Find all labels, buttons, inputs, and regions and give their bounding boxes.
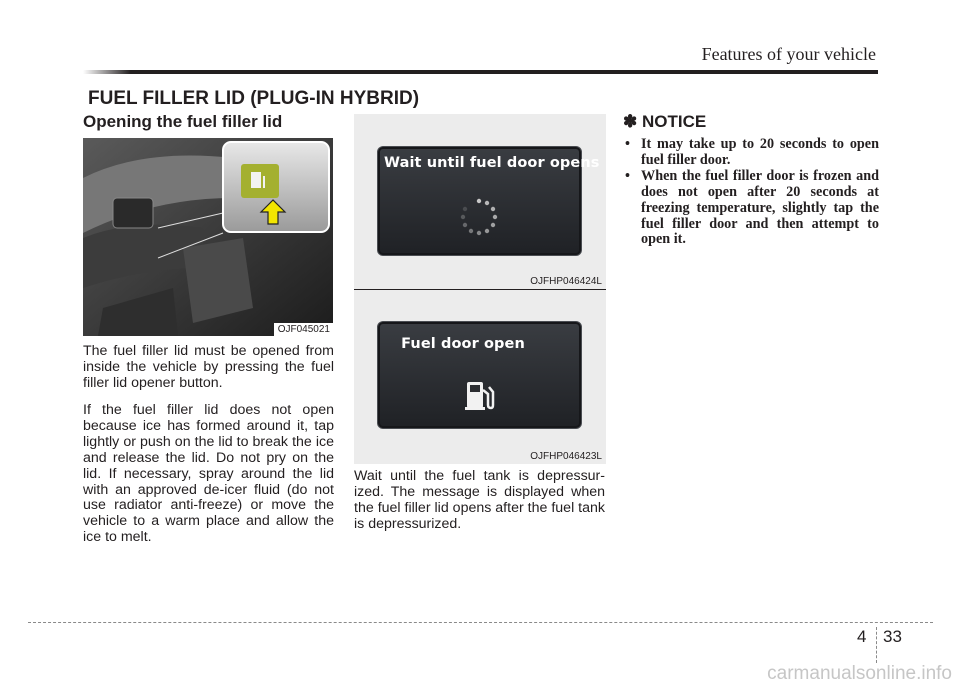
dashboard-illustration [83, 138, 333, 336]
loading-spinner-icon [459, 197, 499, 237]
notice-item [623, 137, 879, 169]
cluster-screen [377, 146, 600, 256]
paragraph-depressurize: Wait until the fuel tank is depressur-ized. The message is displayed when the fuel filler lid opens after the fuel tank is depressurized. [354, 468, 605, 532]
notice-symbol-icon: ✽ [623, 112, 638, 131]
page-number: 33 [883, 627, 902, 646]
paragraph-opening: The fuel filler lid must be opened from inside the vehicle by pressing the fuel filler lid opener button. [83, 343, 334, 391]
screen-message: Fuel door open [401, 336, 525, 352]
cluster-screen [377, 321, 582, 429]
footer-divider [876, 627, 877, 663]
header-rule [83, 70, 878, 74]
cluster-display-open [354, 290, 606, 464]
section-title: FUEL FILLER LID (PLUG-IN HYBRID) [88, 88, 420, 109]
subsection-title: Opening the fuel filler lid [83, 112, 283, 131]
bullet-icon: • [625, 136, 630, 152]
notice-item-text: When the fuel filler door is frozen and does not open after 20 seconds at freezing temperature, slightly tap the fuel filler door and then attempt to open it. [641, 167, 879, 248]
bullet-icon: • [625, 167, 630, 184]
footer-rule [28, 622, 933, 623]
paragraph-ice: If the fuel filler lid does not open because ice has formed around it, tap lightly or push on the lid to break the ice and release the lid. Do not pry on the lid. If necessary, spray around the lid with an approved de-icer fluid (do not use radiator anti-freeze) or move the vehicle to a warm place and allow the ice to melt. [83, 402, 334, 546]
watermark: carmanualsonline.info [767, 663, 952, 684]
image-code: OJFHP046423L [530, 451, 602, 462]
fuel-pump-icon [463, 378, 497, 412]
notice-title: NOTICE [641, 112, 707, 131]
cluster-display-waiting [354, 114, 606, 289]
notice-item-text: It may take up to 20 seconds to open fuel filler door. [641, 136, 879, 168]
running-header: Features of your vehicle [701, 44, 876, 64]
notice-item [623, 169, 879, 249]
image-code: OJFHP046424L [530, 276, 602, 287]
screen-message: Wait until fuel door opens [384, 155, 600, 171]
notice-heading [623, 112, 706, 132]
image-code: OJF045021 [274, 323, 333, 336]
fuel-lid-button-photo [83, 138, 333, 336]
notice-list [623, 137, 879, 248]
chapter-number: 4 [857, 627, 867, 646]
